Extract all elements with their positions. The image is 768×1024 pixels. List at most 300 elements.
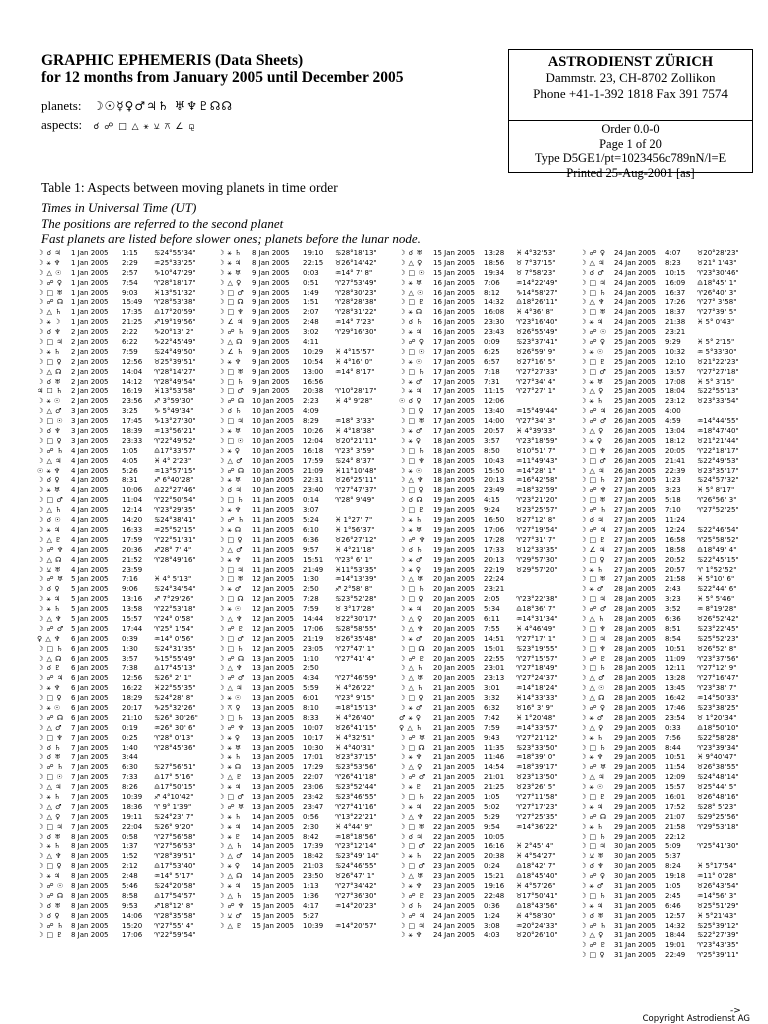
time: 7:28 <box>303 595 319 604</box>
aspect-symbols: ☽ △ ☊ <box>37 555 62 564</box>
aspect-symbols: ☽ ☍ ♅ <box>218 802 245 811</box>
date: 10 Jan 2005 <box>252 466 294 475</box>
table-row <box>580 457 761 467</box>
date: 13 Jan 2005 <box>252 713 294 722</box>
date: 9 Jan 2005 <box>252 278 290 287</box>
position: ♋23°49' 14" <box>335 852 379 861</box>
date: 29 Jan 2005 <box>614 832 656 841</box>
table-row <box>218 249 399 259</box>
table-row <box>37 387 218 397</box>
position: ♈28°49'16" <box>154 555 196 564</box>
position: ♎18°26'11" <box>516 298 558 307</box>
aspect-symbols: ☽ △ ♇ <box>218 921 243 930</box>
time: 22:04 <box>122 822 143 831</box>
table-row <box>37 378 218 388</box>
position: ♈23° 9'15" <box>335 694 375 703</box>
position: ♉23°26' 5" <box>516 783 556 792</box>
time: 1:51 <box>303 298 319 307</box>
position: ♓ 4°26'22" <box>335 684 375 693</box>
aspect-symbols: ☽ △ ♅ <box>399 674 424 683</box>
aspect-symbols: ☽ ☍ ♄ <box>580 921 607 930</box>
time: 3:07 <box>303 506 319 515</box>
date: 26 Jan 2005 <box>614 456 656 465</box>
position: ♋28°18'13" <box>335 249 377 257</box>
aspect-symbols: ☽ ☍ ♇ <box>399 891 426 900</box>
date: 8 Jan 2005 <box>71 842 109 851</box>
position: ♉ 1°20'34" <box>697 713 737 722</box>
time: 8:42 <box>303 832 319 841</box>
aspect-symbols: ☽ △ ♂ <box>218 545 243 554</box>
date: 25 Jan 2005 <box>614 338 656 347</box>
table-row <box>218 625 399 635</box>
time: 13:45 <box>665 684 686 693</box>
time: 21:09 <box>303 466 324 475</box>
aspect-symbols: ☽ ☌ ♄ <box>399 318 424 327</box>
time: 8:10 <box>303 703 319 712</box>
date: 15 Jan 2005 <box>252 882 294 890</box>
date: 18 Jan 2005 <box>433 446 475 455</box>
date: 10 Jan 2005 <box>252 476 294 485</box>
aspect-symbols: ☽ △ ♀ <box>399 614 423 623</box>
time: 18:58 <box>665 545 686 554</box>
table-row <box>580 823 761 833</box>
position: ♒14°13'39" <box>335 575 377 584</box>
date: 11 Jan 2005 <box>252 555 294 564</box>
date: 15 Jan 2005 <box>433 258 475 267</box>
aspect-symbols: ☽ ⚺ ♂ <box>218 911 243 920</box>
position: ♈22°49'52" <box>154 436 196 445</box>
aspect-symbols: ☽ □ ♅ <box>218 575 245 584</box>
date: 20 Jan 2005 <box>433 595 475 604</box>
table-row <box>37 625 218 635</box>
aspect-symbols: ☽ ⚻ ♀ <box>218 703 242 712</box>
time: 2:23 <box>303 397 319 406</box>
position: ♒14°50'33" <box>697 694 739 703</box>
position: ♐ 7°29'26" <box>154 595 194 604</box>
table-row <box>37 338 218 348</box>
time: 21:49 <box>303 565 324 574</box>
position: ♒25°52'15" <box>154 525 196 534</box>
position: ♉29°57'20" <box>516 565 558 574</box>
time: 3:32 <box>484 694 500 703</box>
time: 16:09 <box>665 278 686 287</box>
aspect-symbols: ☽ △ ♆ <box>37 852 62 861</box>
table-row <box>37 922 218 932</box>
time: 12:04 <box>303 436 324 445</box>
aspect-symbols: ☽ □ ☊ <box>218 595 245 604</box>
time: 7:33 <box>122 773 138 782</box>
position: ♈27°46'59" <box>335 674 377 683</box>
table-row <box>37 862 218 872</box>
aspect-symbols: ☽ □ ♂ <box>399 862 426 871</box>
table-row <box>580 387 761 397</box>
position: ♐19°19'56" <box>154 318 196 327</box>
aspect-symbols: ☽ □ ♃ <box>580 842 607 851</box>
position: ♒11°49'43" <box>516 456 558 465</box>
position: ♉23°33'54" <box>697 397 739 406</box>
aspect-symbols: ☽ △ ♆ <box>580 298 605 307</box>
time: 4:00 <box>665 407 681 416</box>
time: 20:52 <box>665 555 686 564</box>
date: 12 Jan 2005 <box>252 605 294 614</box>
aspect-symbols: ☽ □ ♀ <box>37 694 62 703</box>
table-row <box>37 279 218 289</box>
date: 19 Jan 2005 <box>433 545 475 554</box>
date: 30 Jan 2005 <box>614 862 656 871</box>
table-row <box>399 378 580 388</box>
date: 26 Jan 2005 <box>614 446 656 455</box>
date: 31 Jan 2005 <box>614 911 656 920</box>
position: ♈27°47'37" <box>335 486 377 495</box>
date: 28 Jan 2005 <box>614 605 656 614</box>
time: 16:19 <box>122 387 143 396</box>
table-row <box>218 457 399 467</box>
date: 20 Jan 2005 <box>433 614 475 623</box>
time: 2:48 <box>122 872 138 881</box>
date: 17 Jan 2005 <box>433 357 475 366</box>
aspect-symbols: ☽ △ ♀ <box>399 258 423 267</box>
aspect-symbols: ☽ △ ♄ <box>37 308 62 317</box>
aspect-symbols: ☽ △ ♄ <box>580 614 605 623</box>
aspect-symbols: ☽ ⚹ ♇ <box>218 832 242 841</box>
date: 15 Jan 2005 <box>252 891 294 900</box>
position: ♒14°22'49" <box>516 278 558 287</box>
date: 4 Jan 2005 <box>71 466 109 475</box>
table-row <box>37 437 218 447</box>
time: 19:11 <box>122 812 143 821</box>
aspect-symbols: ☽ ☍ ☉ <box>580 328 607 337</box>
aspect-symbols: ☽ ⚹ ♇ <box>399 783 423 792</box>
aspect-symbols: ☽ □ ♃ <box>218 417 245 426</box>
position: ♓ 4°44' 9" <box>335 822 373 831</box>
date: 8 Jan 2005 <box>71 891 109 900</box>
position: ♈27°34' 3" <box>516 417 556 426</box>
table-row <box>399 437 580 447</box>
aspect-symbols: ☽ ⚹ ♂ <box>399 555 423 564</box>
date: 28 Jan 2005 <box>614 713 656 722</box>
time: 13:00 <box>303 367 324 376</box>
position: ♋22°46'54" <box>697 525 739 534</box>
table-title: Table 1: Aspects between moving planets in time order <box>41 180 338 195</box>
table-row <box>218 348 399 358</box>
date: 23 Jan 2005 <box>433 862 475 871</box>
date: 4 Jan 2005 <box>71 456 109 465</box>
time: 11:04 <box>122 496 143 505</box>
table-row <box>37 417 218 427</box>
time: 10:15 <box>665 268 686 277</box>
date: 24 Jan 2005 <box>614 268 656 277</box>
time: 11:46 <box>484 753 505 762</box>
position: ♉22°30'17" <box>335 614 377 623</box>
aspect-symbols: ☽ △ ♄ <box>399 684 424 693</box>
position: ♈27°36'30" <box>335 891 377 900</box>
aspect-symbols: ☽ ⚹ ♄ <box>580 733 604 742</box>
position: ♒ 8°19'28" <box>697 605 737 614</box>
table-row <box>580 397 761 407</box>
time: 20:13 <box>484 476 505 485</box>
aspect-symbols: ☽ ☌ ♃ <box>218 486 243 495</box>
date: 19 Jan 2005 <box>433 496 475 505</box>
position: ♈27°27'33" <box>516 367 558 376</box>
aspect-symbols: ☽ ⚹ ☉ <box>399 466 423 475</box>
time: 9:54 <box>484 822 500 831</box>
table-row <box>580 803 761 813</box>
table-row <box>218 833 399 843</box>
date: 22 Jan 2005 <box>433 802 475 811</box>
date: 9 Jan 2005 <box>252 367 290 376</box>
planets-legend <box>41 98 233 114</box>
position: ♈28° 0'13" <box>154 733 194 742</box>
time: 8:26 <box>122 783 138 792</box>
aspect-symbols: ☽ ⚹ ☉ <box>218 605 242 614</box>
table-row <box>37 546 218 556</box>
table-row <box>580 516 761 526</box>
time: 23:13 <box>484 674 505 683</box>
time: 18:39 <box>122 427 143 436</box>
date: 12 Jan 2005 <box>252 575 294 584</box>
date: 26 Jan 2005 <box>614 407 656 416</box>
table-row <box>37 427 218 437</box>
date: 24 Jan 2005 <box>614 278 656 287</box>
aspect-symbols: ☽ ☍ ♀ <box>580 872 606 881</box>
time: 13:40 <box>484 407 505 416</box>
time: 16:58 <box>665 535 686 544</box>
table-row <box>580 684 761 694</box>
date: 27 Jan 2005 <box>614 476 656 485</box>
date: 13 Jan 2005 <box>252 773 294 782</box>
time: 12:06 <box>484 397 505 406</box>
table-row <box>37 447 218 457</box>
date: 22 Jan 2005 <box>433 792 475 801</box>
aspect-symbols: ☽ ⚹ ♄ <box>580 397 604 406</box>
time: 3:57 <box>122 654 138 663</box>
position: ♐ 6°40'28" <box>154 476 194 485</box>
time: 8:50 <box>484 446 500 455</box>
time: 11:54 <box>665 763 686 772</box>
position: ♈28°31'22" <box>335 308 377 317</box>
aspect-symbols: ☽ □ ♄ <box>399 585 426 594</box>
aspect-symbols: ☽ ☍ ♃ <box>399 911 426 920</box>
table-row <box>399 931 580 941</box>
time: 10:39 <box>303 921 324 930</box>
position: ♓ 4°21'18" <box>335 545 375 554</box>
position: ♓13°51'32" <box>154 288 196 297</box>
date: 27 Jan 2005 <box>614 535 656 544</box>
date: 18 Jan 2005 <box>433 486 475 495</box>
time: 23:59 <box>122 565 143 574</box>
table-row <box>37 892 218 902</box>
table-row <box>37 813 218 823</box>
table-row <box>37 744 218 754</box>
table-row <box>37 763 218 773</box>
aspect-symbols: ☽ ⚹ ♆ <box>218 506 242 515</box>
date: 8 Jan 2005 <box>71 882 109 890</box>
date: 21 Jan 2005 <box>433 743 475 752</box>
aspect-symbols: ☽ △ ♆ <box>37 614 62 623</box>
date: 10 Jan 2005 <box>252 417 294 426</box>
date: 27 Jan 2005 <box>614 575 656 584</box>
date: 13 Jan 2005 <box>252 763 294 772</box>
date: 29 Jan 2005 <box>614 753 656 762</box>
date: 25 Jan 2005 <box>614 347 656 356</box>
date: 24 Jan 2005 <box>614 298 656 307</box>
date: 25 Jan 2005 <box>614 328 656 337</box>
position: ♒14°56' 3" <box>697 891 737 900</box>
time: 1:05 <box>484 792 500 801</box>
aspect-symbols: ☽ ⚹ ☉ <box>37 703 61 712</box>
date: 20 Jan 2005 <box>433 585 475 594</box>
time: 17:45 <box>122 417 143 426</box>
aspect-symbols: ☽ □ ♃ <box>218 565 245 574</box>
position: ♑13°27'30" <box>154 417 196 426</box>
date: 21 Jan 2005 <box>433 733 475 742</box>
date: 13 Jan 2005 <box>252 664 294 673</box>
aspect-symbols: ☽ △ ♇ <box>37 535 62 544</box>
table-row <box>218 506 399 516</box>
position: ♓ 4° 5'13" <box>154 575 192 584</box>
table-row <box>399 407 580 417</box>
table-row <box>580 536 761 546</box>
time: 6:25 <box>484 347 500 356</box>
time: 9:24 <box>484 506 500 515</box>
aspect-symbols: ☽ ⚹ ♅ <box>218 476 242 485</box>
time: 23:50 <box>303 872 324 881</box>
table-row <box>399 773 580 783</box>
position: ♈25° 1'54" <box>154 624 194 633</box>
table-row <box>399 447 580 457</box>
time: 5:59 <box>303 684 319 693</box>
aspect-symbols: ☽ ☍ ☊ <box>37 298 64 307</box>
position: ♋24°38'41" <box>154 516 196 525</box>
position: ♉26°35'48" <box>335 634 377 643</box>
time: 17:52 <box>665 802 686 811</box>
time: 6:01 <box>303 694 319 703</box>
date: 29 Jan 2005 <box>614 822 656 831</box>
table-row <box>218 328 399 338</box>
aspect-symbols: ☽ □ ♄ <box>218 377 245 386</box>
time: 10:51 <box>665 753 686 762</box>
table-row <box>37 793 218 803</box>
table-row <box>580 664 761 674</box>
table-row <box>218 753 399 763</box>
date: 4 Jan 2005 <box>71 486 109 495</box>
time: 22:39 <box>665 466 686 475</box>
time: 0:33 <box>665 723 681 732</box>
position: ♓ 4°32'53" <box>516 249 556 257</box>
table-row <box>218 259 399 269</box>
table-row <box>218 338 399 348</box>
date: 17 Jan 2005 <box>433 347 475 356</box>
aspect-symbols: ☽ □ ♆ <box>580 624 607 633</box>
position: ♈23° 3'59" <box>335 446 375 455</box>
position: ♋26° 30'26" <box>154 713 198 722</box>
table-row <box>580 724 761 734</box>
position: ♋24°20'58" <box>154 882 196 890</box>
time: 2:50 <box>303 585 319 594</box>
note-time: Times in Universal Time (UT) <box>41 200 197 215</box>
aspect-symbols: ☽ ☍ ♇ <box>580 941 607 950</box>
date: 13 Jan 2005 <box>252 802 294 811</box>
time: 19:34 <box>484 268 505 277</box>
time: 23:33 <box>122 436 143 445</box>
table-row <box>580 892 761 902</box>
time: 6:57 <box>484 357 500 366</box>
date: 29 Jan 2005 <box>614 733 656 742</box>
aspect-symbols: ☽ ☌ ♃ <box>399 832 424 841</box>
date: 7 Jan 2005 <box>71 783 109 792</box>
aspect-symbols: ☽ □ ♂ <box>218 288 245 297</box>
aspect-symbols: ☽ □ ♄ <box>218 644 245 653</box>
time: 7:59 <box>303 605 319 614</box>
date: 2 Jan 2005 <box>71 347 109 356</box>
aspect-symbols: ☽ □ ♃ <box>37 822 64 831</box>
table-row <box>218 823 399 833</box>
time: 11:24 <box>665 516 686 525</box>
position: ♉26°27'12" <box>335 535 377 544</box>
title-line-2: for 12 months from January 2005 until December 2005 <box>41 69 404 86</box>
table-row <box>218 437 399 447</box>
time: 4:09 <box>303 407 319 416</box>
time: 22:55 <box>484 654 505 663</box>
position: ♒14° 5'17" <box>154 872 194 881</box>
table-row <box>399 734 580 744</box>
table-row <box>218 447 399 457</box>
aspect-symbols: ☽ □ ☊ <box>399 743 426 752</box>
position: ♉25°39'51" <box>154 357 196 366</box>
position: ♉21°22'23" <box>697 357 739 366</box>
time: 15:20 <box>122 921 143 930</box>
date: 4 Jan 2005 <box>71 555 109 564</box>
aspect-symbols: ☽ □ ☉ <box>399 268 426 277</box>
table-row <box>37 734 218 744</box>
date: 28 Jan 2005 <box>614 654 656 663</box>
table-row <box>399 902 580 912</box>
time: 20:13 <box>484 555 505 564</box>
aspect-symbols: ☽ □ ♆ <box>37 733 64 742</box>
position: ♐ 2°58' 8" <box>335 585 373 594</box>
table-row <box>580 833 761 843</box>
time: 5:09 <box>665 842 681 851</box>
date: 22 Jan 2005 <box>433 822 475 831</box>
time: 4:34 <box>303 674 319 683</box>
position: ♓ 4°57'26" <box>516 882 556 890</box>
table-row <box>218 378 399 388</box>
table-row <box>399 852 580 862</box>
time: 1:23 <box>665 476 681 485</box>
position: ♋29°25'56" <box>697 812 739 821</box>
time: 18:29 <box>122 694 143 703</box>
table-row <box>37 397 218 407</box>
position: ♉20°28'23" <box>697 249 739 257</box>
type-code: Type D5GE1/pt=1023456c789nN/l=E <box>534 151 727 165</box>
table-row <box>580 714 761 724</box>
time: 8:23 <box>665 258 681 267</box>
time: 19:01 <box>665 941 686 950</box>
aspect-symbols: ☽ ⚹ ♀ <box>218 446 241 455</box>
table-row <box>218 674 399 684</box>
date: 13 Jan 2005 <box>252 753 294 762</box>
table-row <box>218 585 399 595</box>
time: 17:44 <box>122 624 143 633</box>
aspect-symbols: ☽ △ ♃ <box>580 466 605 475</box>
position: ♓ 1°20'48" <box>516 713 556 722</box>
table-row <box>399 318 580 328</box>
time: 21:10 <box>122 713 143 722</box>
time: 2:43 <box>665 585 681 594</box>
date: 31 Jan 2005 <box>614 941 656 950</box>
position: ♉20°21'11" <box>335 436 377 445</box>
date: 22 Jan 2005 <box>433 842 475 851</box>
